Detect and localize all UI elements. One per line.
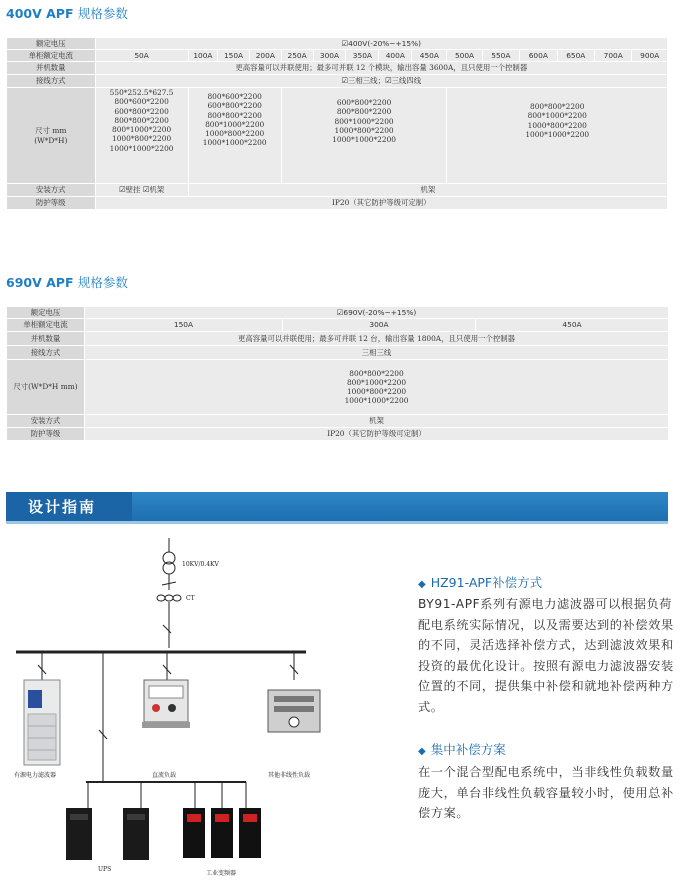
parallel-value: 更高容量可以并联使用；最多可并联 12 个模块，输出容量 3600A，且只使用一个控制器 [95, 62, 667, 75]
ct-icon [173, 595, 181, 601]
diagram-svg [6, 530, 412, 890]
size-values [85, 360, 669, 415]
rated-voltage-label: 额定电压 [7, 38, 96, 50]
current-cell: 250A [281, 50, 313, 62]
rated-current-label: 单柜额定电流 [7, 50, 96, 62]
spec-table-690v [6, 306, 669, 441]
size-value: 1000*1000*2200 [109, 143, 174, 153]
heading-text: 集中补偿方案 [430, 742, 506, 757]
size-col-3 [281, 88, 447, 184]
paragraph-central-compensation: 在一个混合型配电系统中，当非线性负载数量庞大，单台非线性负载容量较小时，使用总补偿方案。 [418, 765, 674, 820]
rated-voltage-value: ☑690V(-20%~+15%) [85, 307, 669, 319]
nonlinear-label: 其他非线性负载 [268, 772, 311, 779]
install-label: 安装方式 [7, 415, 85, 428]
bullet-icon: ◆ [418, 579, 426, 590]
section-title-400v [6, 4, 128, 22]
protect-label: 防护等级 [7, 197, 96, 210]
size-label [7, 88, 96, 184]
design-guide-banner [6, 492, 668, 524]
size-value: 800*800*2200 [349, 368, 404, 378]
size-value: 800*800*2200 [114, 115, 169, 125]
size-value: 800*1000*2200 [205, 119, 265, 129]
heading-prefix: HZ [430, 575, 449, 590]
size-label-line1: 尺寸 mm [35, 126, 67, 136]
title-en: 690V APF [6, 275, 74, 290]
apf-label: 有源电力滤波器 [14, 772, 57, 779]
protect-label: 防护等级 [7, 428, 85, 441]
bullet-icon: ◆ [418, 746, 426, 757]
parallel-value: 更高容量可以并联使用；最多可并联 12 台，输出容量 1800A，且只使用一个控制器 [85, 332, 669, 346]
size-label-line2: (W*D*H) [34, 135, 68, 145]
current-cell: 650A [557, 50, 594, 62]
nonlinear-load-icon [268, 690, 320, 732]
size-value: 800*600*2200 [207, 92, 262, 101]
install-value: 机架 [188, 184, 667, 197]
parallel-label: 并机数量 [7, 62, 96, 75]
size-value: 800*1000*2200 [334, 116, 394, 126]
current-cell: 150A [85, 319, 283, 332]
size-col-4 [447, 88, 668, 184]
current-cell: 300A [283, 319, 476, 332]
size-value: 1000*800*2200 [334, 125, 394, 135]
current-cell: 550A [482, 50, 519, 62]
currents-row [7, 50, 668, 62]
rated-voltage-value: ☑400V(-20%~+15%) [95, 38, 667, 50]
current-cell: 700A [595, 50, 632, 62]
rated-current-label: 单柜额定电流 [7, 319, 85, 332]
size-value: 600*800*2200 [336, 98, 392, 107]
current-cell: 450A [476, 319, 669, 332]
current-cell: 450A [412, 50, 447, 62]
size-value: 800*800*2200 [530, 102, 585, 111]
install-label: 安装方式 [7, 184, 96, 197]
wiring-value: ☑三相三线；☑三线四线 [95, 75, 667, 88]
size-col-2 [188, 88, 281, 184]
size-value: 800*1000*2200 [346, 377, 407, 387]
dc-load-label: 直流负载 [152, 772, 177, 779]
size-label: 尺寸(W*D*H mm) [7, 360, 85, 415]
install-value: 机架 [85, 415, 669, 428]
current-cell: 900A [632, 50, 668, 62]
size-value: 800*800*2200 [336, 107, 392, 117]
size-value: 800*800*2200 [207, 110, 262, 120]
heading-compensation-mode [418, 573, 676, 591]
ups-icon [66, 808, 149, 860]
apf-cabinet-icon [24, 680, 60, 765]
protect-value: IP20（其它防护等级可定制） [85, 428, 669, 441]
wiring-label: 接线方式 [7, 346, 85, 360]
title-cn: 规格参数 [77, 6, 128, 21]
install-options [95, 184, 188, 197]
size-value: 1000*800*2200 [346, 387, 407, 396]
current-cell: 300A [313, 50, 346, 62]
size-value: 550*252.5*627.5 [109, 88, 174, 97]
current-cell: 500A [447, 50, 482, 62]
transformer-label: 10KV/0.4KV [182, 561, 219, 568]
paragraph-compensation-mode: BY91-APF系列有源电力滤波器可以根据负荷配电系统实际情况，以及需要达到的补偿效果的不同，灵活选择补偿方式，达到滤波效果和投资的最优化设计。按照有源电力滤波器安装位置的不同，提供集中补偿和就地补偿两种方式。 [418, 597, 674, 714]
banner-title: 设计指南 [28, 498, 97, 516]
current-cell: 350A [346, 50, 379, 62]
size-value: 800*1000*2200 [112, 125, 172, 134]
vfd-icon [183, 808, 261, 858]
size-value: 600*800*2200 [114, 106, 169, 116]
ct-icon [165, 595, 173, 601]
size-col-1 [95, 88, 188, 184]
wiring-label: 接线方式 [7, 75, 96, 88]
size-value: 1000*800*2200 [112, 134, 172, 144]
vfd-label: 工业变频器 [206, 870, 237, 877]
heading-text: 91-APF补偿方式 [448, 575, 543, 590]
ups-label: UPS [98, 866, 112, 873]
size-value: 1000*800*2200 [527, 120, 587, 130]
current-cell: 100A [188, 50, 218, 62]
wiring-diagram [6, 530, 412, 890]
rated-voltage-label: 额定电压 [7, 307, 85, 319]
size-value: 1000*800*2200 [205, 129, 265, 138]
title-cn: 规格参数 [77, 275, 128, 290]
dc-load-icon [142, 680, 190, 728]
ct-label: CT [186, 595, 195, 602]
size-value: 800*600*2200 [114, 97, 169, 107]
spec-table-400v [6, 37, 668, 210]
current-cell: 200A [249, 50, 281, 62]
current-cell: 50A [95, 50, 188, 62]
current-cell: 400A [379, 50, 412, 62]
wiring-value: 三相三线 [85, 346, 669, 360]
install-option-wall: ☑壁挂 [118, 185, 141, 195]
parallel-label: 并机数量 [7, 332, 85, 346]
size-value: 800*1000*2200 [527, 111, 587, 121]
install-option-rack: ☑机架 [142, 185, 165, 195]
size-value: 1000*1000*2200 [525, 129, 590, 139]
title-en: 400V APF [6, 6, 74, 21]
ct-icon [157, 595, 165, 601]
current-cell: 150A [218, 50, 250, 62]
section-title-690v [6, 273, 128, 291]
current-cell: 600A [520, 50, 557, 62]
size-value: 1000*1000*2200 [332, 135, 396, 144]
size-value: 600*800*2200 [207, 101, 262, 111]
protect-value: IP20（其它防护等级可定制） [95, 197, 667, 210]
size-value: 1000*1000*2200 [344, 396, 409, 406]
size-value: 1000*1000*2200 [202, 138, 267, 148]
heading-central-compensation [418, 740, 676, 758]
